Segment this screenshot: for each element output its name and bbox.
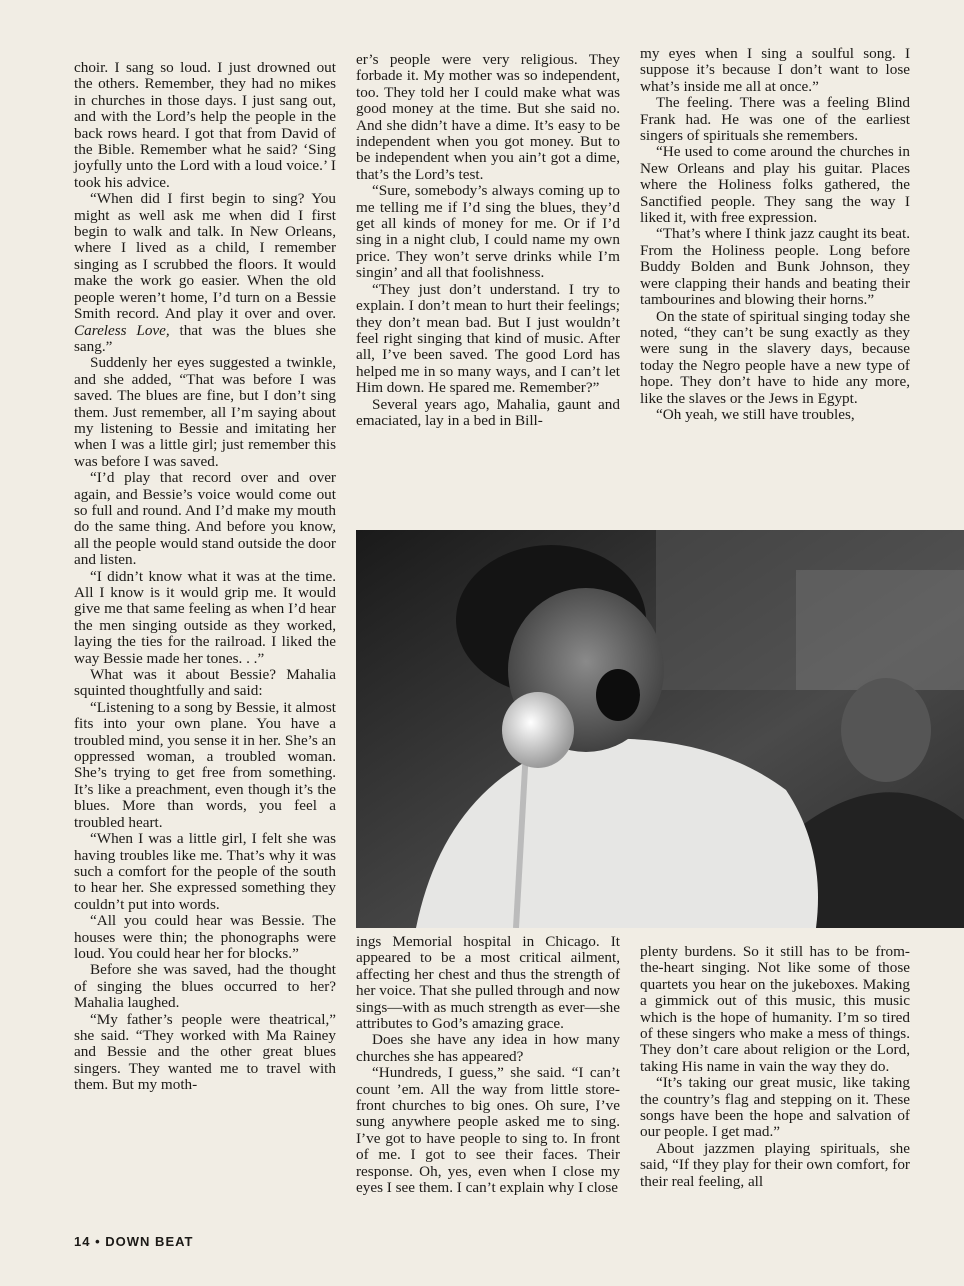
- paragraph: “All you could hear was Bessie. The houses were thin; the phonographs were loud. You could hear her for blocks.”: [74, 912, 336, 962]
- magazine-name: DOWN BEAT: [105, 1234, 194, 1249]
- singer-photo-illustration: [356, 530, 964, 928]
- paragraph: ings Memorial hospital in Chicago. It appeared to be a most critical ailment, affecting her chest and thus the strength of her voice. That she pulled through and now sings—with as much strength as ever—she attributes to God’s amazing grace.: [356, 933, 620, 1033]
- article-column-2-bottom: [356, 934, 620, 1197]
- paragraph: “They just don’t understand. I try to explain. I don’t mean to hurt their feelings; they don’t mean bad. But I just wouldn’t feel right singing that kind of music. After all, I’ve been saved. The good Lord has helped me in so many ways, and I can’t let Him down. He spared me. Remember?”: [356, 280, 620, 397]
- page-number: 14: [74, 1234, 91, 1249]
- article-column-1: [74, 60, 336, 1094]
- article-column-3-bottom: [640, 944, 910, 1190]
- paragraph: On the state of spiritual singing today she noted, “they can’t be sung exactly as they were sung in the slavery days, because today the Negro people have a new type of hope. They don’t have to hide any more, like the slaves or the Jews in Egypt.: [640, 307, 910, 407]
- paragraph: er’s people were very religious. They forbade it. My mother was so independent, too. They told her I could make what was good money at the time. But she said no. And she didn’t have a dime. It’s easy to be independent when you got money. But to be independent when you ain’t got a dime, that’s the Lord’s test.: [356, 51, 620, 183]
- page-footer: [74, 1234, 193, 1249]
- paragraph: “He used to come around the churches in New Orleans and play his guitar. Places where the Holiness folks gathered, the Sanctified people. They sang the way I liked it, with free expression.: [640, 143, 910, 227]
- article-column-2-top: [356, 52, 620, 429]
- paragraph: choir. I sang so loud. I just drowned out the others. Remember, they had no mikes in churches in those days. I just sang out, and with the Lord’s help the people in the back rows heard. I got that from David of the Bible. Remember what he said? ‘Sing joyfully unto the Lord with a loud voice.’ I took his advice.: [74, 59, 336, 191]
- paragraph: “Oh yeah, we still have troubles,: [656, 405, 855, 423]
- paragraph: “I didn’t know what it was at the time. All I know is it would grip me. It would give me that same feeling as when I’d hear the men singing outside as they worked, laying the ties for the railroad. I liked the way Bessie made her tones. . .”: [74, 567, 336, 667]
- paragraph: “It’s taking our great music, like taking the country’s flag and stepping on it. These songs have been the hope and salvation of our people. I get mad.”: [640, 1074, 910, 1141]
- paragraph: “Sure, somebody’s always coming up to me telling me if I’d sing the blues, they’d get all kinds of money for me. Or if I’d sing in a night club, I could name my own price. They won’t serve drinks while I’m singin’ and all that foolishness.: [356, 182, 620, 282]
- song-title: Careless Love,: [74, 321, 170, 339]
- paragraph: The feeling. There was a feeling Blind Frank had. He was one of the earliest singers of spirituals she remembers.: [640, 94, 910, 145]
- paragraph: “Hundreds, I guess,” she said. “I can’t count ’em. All the way from little store-front churches to big ones. Oh sure, I’ve sung anywhere people asked me to sing. I’ve got to have people to sing to. In front of me. I got to see their faces. Their response. Oh, yes, even when I close my eyes I see them. I can’t explain why I close: [356, 1064, 620, 1197]
- paragraph: “I’d play that record over and over again, and Bessie’s voice would come out so full and round. And I’d make my mouth do the same thing. And before you know, all the people would stand outside the door and listen.: [74, 469, 336, 569]
- paragraph: Does she have any idea in how many churches she has appeared?: [356, 1031, 620, 1065]
- paragraph: my eyes when I sing a soulful song. I suppose it’s because I don’t want to lose what’s inside me all at once.”: [640, 45, 910, 95]
- article-column-3-top: [640, 46, 910, 423]
- paragraph-text: that was the blues she sang.”: [74, 321, 336, 355]
- paragraph: What was it about Bessie? Mahalia squinted thoughtfully and said:: [74, 666, 336, 700]
- paragraph: “When I was a little girl, I felt she was having troubles like me. That’s why it was such a comfort for the people of the south to hear her. She expressed something they couldn’t put into words.: [74, 830, 336, 913]
- paragraph: Before she was saved, had the thought of singing the blues occurred to her? Mahalia laughed.: [74, 961, 336, 1012]
- paragraph-text: “When did I first begin to sing? You might as well ask me when did I first begin to walk and talk. In New Orleans, where I lived as a child, I remember singing as I scrubbed the floors. It would make the work go easier. When the old people weren’t home, I’d turn on a Bessie Smith record. And play it over and over.: [74, 190, 336, 323]
- footer-bullet: •: [95, 1234, 101, 1249]
- paragraph: “Listening to a song by Bessie, it almost fits into your own plane. You have a troubled mind, you sense it in her. She’s an oppressed woman, a troubled woman. She’s trying to get free from something. It’s like a preachment, even though it’s the blues. More than words, you feel a troubled heart.: [74, 698, 336, 831]
- paragraph: plenty burdens. So it still has to be from-the-heart singing. Not like some of those quartets you hear on the jukeboxes. Making a gimmick out of this music, this music which is the hope of humanity. I’m so tired of these singers who make a mess of things. They don’t care about religion or the Lord, taking His name in vain the way they do.: [640, 943, 910, 1075]
- paragraph: About jazzmen playing spirituals, she said, “If they play for their own comfort, for their real feeling, all: [640, 1139, 910, 1190]
- paragraph: Several years ago, Mahalia, gaunt and emaciated, lay in a bed in Bill-: [356, 395, 620, 429]
- paragraph: “My father’s people were theatrical,” she said. “They worked with Ma Rainey and Bessie and the other great blues singers. They wanted me to travel with them. But my moth-: [74, 1010, 336, 1094]
- paragraph: “That’s where I think jazz caught its beat. From the Holiness people. Long before Buddy Bolden and Bunk Johnson, they were clapping their hands and beating their tambourines and blowing their horns.”: [640, 225, 910, 309]
- paragraph: Suddenly her eyes suggested a twinkle, and she added, “That was before I was saved. The blues are fine, but I don’t sing them. Just remember, all I’m saying about my listening to Bessie and imitating her when I was a little girl; just remember this was before I was saved.: [74, 354, 336, 470]
- paragraph: [74, 191, 336, 355]
- singer-photo: [356, 530, 964, 928]
